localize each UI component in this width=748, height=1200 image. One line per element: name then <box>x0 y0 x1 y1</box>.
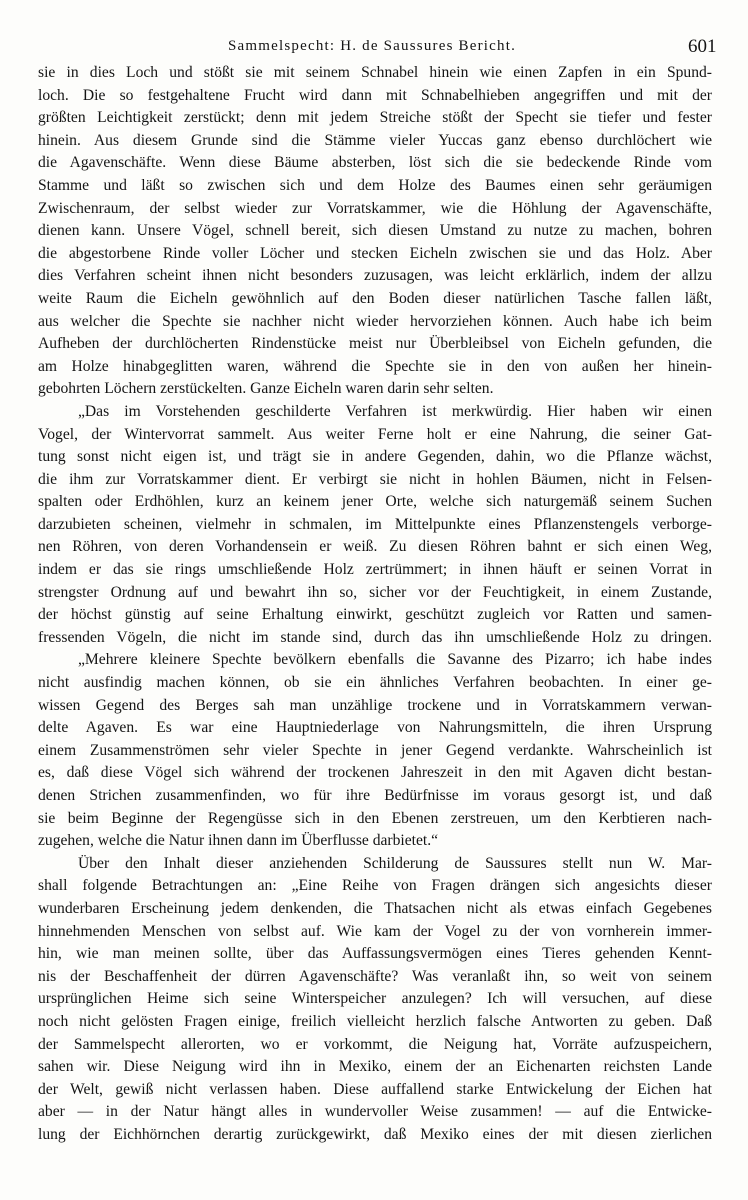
text-line: wunderbaren Erscheinung jedem denkenden, die Thatsachen nicht als etwas einfach Gegebenes <box>38 899 712 917</box>
text-line: sie beim Beginne der Regengüsse sich in den Ebenen zerstreuen, um den Kerbtieren nach- <box>38 809 712 827</box>
text-line: die Agavenschäfte. Wenn diese Bäume absterben, löst sich die sie bedeckende Rinde vom <box>38 154 712 172</box>
text-line: hinein. Aus diesem Grunde sind die Stämme vieler Yuccas ganz ebenso durchlöchert wie <box>38 131 712 149</box>
text-line: zugehen, welche die Natur ihnen dann im Überflusse darbietet.“ <box>38 832 439 850</box>
text-line: die ihm zur Vorratskammer dient. Er verbirgt sie nicht in hohlen Bäumen, nicht in Felsen- <box>38 470 712 488</box>
text-line: hinnehmenden Menschen von selbst auf. Wie kam der Vogel zu der von vornherein immer- <box>38 922 712 940</box>
text-line: ursprünglichen Heime sich seine Winterspeicher anzulegen? Ich will versuchen, auf diese <box>38 990 712 1008</box>
text-line: fressenden Vögeln, die nicht im stande sind, durch das ihn umschließende Holz zu dringen. <box>38 628 712 646</box>
text-line: die abgestorbene Rinde voller Löcher und stecken Eicheln zwischen sie und das Holz. Aber <box>38 244 712 262</box>
text-line: Über den Inhalt dieser anziehenden Schilderung de Saussures stellt nun W. Mar- <box>78 854 712 872</box>
text-line: denen Strichen zusammenfinden, wo für ihre Bedürfnisse im voraus gesorgt ist, und daß <box>38 787 712 804</box>
text-line: sahen wir. Diese Neigung wird ihn in Mexiko, einem der an Eichenarten reichsten Lande <box>38 1058 712 1076</box>
text-line: darzubieten scheinen, vielmehr in schmalen, im Mittelpunkte eines Pflanzenstengels verborge- <box>38 515 712 533</box>
text-line: es, daß diese Vögel sich während der trockenen Jahreszeit in den mit Agaven dicht bestan- <box>38 764 712 782</box>
text-line: weite Raum die Eicheln gewöhnlich auf den Boden dieser natürlichen Tasche fallen läßt, <box>38 289 712 307</box>
text-line: noch nicht gelösten Fragen einige, freilich vielleicht herzlich falsche Antworten zu geben. Daß <box>38 1012 712 1030</box>
body-text <box>38 62 712 1147</box>
text-line: größten Leichtigkeit zerstückt; denn mit jedem Streiche stößt der Specht sie tiefer und fester <box>38 109 712 127</box>
text-line: Aufheben der durchlöcherten Rindenstücke meist nur Überbleibsel von Eicheln gefunden, die <box>38 335 712 353</box>
text-line: dienen kann. Unsere Vögel, schnell bereit, sich diesen Umstand zu nutze zu machen, bohren <box>38 222 712 240</box>
text-line: hin, wie man meinen sollte, über das Auffassungsvermögen eines Tieres gehenden Kennt- <box>38 945 712 963</box>
text-line: der Sammelspecht allerorten, wo er vorkommt, die Neigung hat, Vorräte aufzuspeichern, <box>38 1035 712 1053</box>
text-line: nicht ausfindig machen können, ob sie ein ähnliches Verfahren beobachten. In einer ge- <box>38 674 712 692</box>
text-line: aus welcher die Spechte sie nachher nicht wieder hervorziehen können. Auch habe ich beim <box>38 312 712 330</box>
text-line: einem Zusammenströmen sehr vieler Spechte in jener Gegend verdankte. Wahrscheinlich ist <box>38 741 712 759</box>
text-line: delte Agaven. Es war eine Hauptniederlage von Nahrungsmitteln, die ihren Ursprung <box>38 719 712 737</box>
text-line: lung der Eichhörnchen derartig zurückgewirkt, daß Mexiko eines der mit diesen zierlichen <box>38 1125 712 1143</box>
text-line: gebohrten Löchern zerstückelten. Ganze Eicheln waren darin sehr selten. <box>38 380 494 398</box>
text-line: loch. Die so festgehaltene Frucht wird dann mit Schnabelhieben angegriffen und mit der <box>38 86 712 104</box>
page-number: 601 <box>688 36 717 57</box>
page-header <box>0 36 748 60</box>
text-line: Stamme und läßt so zwischen sich und dem Holze des Baumes einen sehr geräumigen <box>38 176 712 194</box>
text-line: shall folgende Betrachtungen an: „Eine Reihe von Fragen drängen sich angesichts dieser <box>38 877 712 895</box>
text-line: spalten oder Erdhöhlen, kurz an keinem jener Orte, welche sich naturgemäß seinem Suchen <box>38 493 712 511</box>
text-line: strengster Ordnung auf und bewahrt ihn so, sicher vor der Feuchtigkeit, in einem Zustande, <box>38 583 712 601</box>
text-line: am Holze hinabgeglitten waren, während die Spechte sie in den von außen her hinein- <box>38 357 712 375</box>
text-line: „Das im Vorstehenden geschilderte Verfahren ist merkwürdig. Hier haben wir einen <box>78 402 712 420</box>
text-line: dies Verfahren scheint ihnen nicht besonders zuzusagen, was leicht erklärlich, indem der allzu <box>38 267 712 285</box>
text-line: der Welt, gewiß nicht verlassen haben. Diese auffallend starke Entwickelung der Eichen hat <box>38 1080 712 1098</box>
text-line: tung sonst nicht eigen ist, und trägt sie in andere Gegenden, dahin, wo die Pflanze wächst, <box>38 448 712 466</box>
text-line: indem er das sie rings umschließende Holz zertrümmert; in ihnen häuft er seinen Vorrat in <box>38 561 712 579</box>
running-title: Sammelspecht: H. de Saussures Bericht. <box>228 38 517 54</box>
text-line: Zwischenraum, der selbst wieder zur Vorratskammer, wie die Höhlung der Agavenschäfte, <box>38 199 712 217</box>
text-line: der höchst günstig auf seine Erhaltung einwirkt, geschützt zugleich vor Ratten und samen- <box>38 606 712 624</box>
text-line: „Mehrere kleinere Spechte bevölkern ebenfalls die Savanne des Pizarro; ich habe indes <box>78 651 712 669</box>
text-line: nis der Beschaffenheit der dürren Agavenschäfte? Was veranlaßt ihn, so weit von seinem <box>38 967 712 985</box>
text-line: nen Röhren, von deren Vorhandensein er weiß. Zu diesen Röhren bahnt er sich einen Weg, <box>38 538 712 556</box>
text-line: wissen Gegend des Berges sah man unzählige trockene und in Vorratskammern verwan- <box>38 696 712 714</box>
text-line: sie in dies Loch und stößt sie mit seinem Schnabel hinein wie einen Zapfen in ein Spund- <box>38 64 712 81</box>
text-line: aber — in der Natur hängt alles in wundervoller Weise zusammen! — auf die Entwicke- <box>38 1103 712 1121</box>
text-line: Vogel, der Wintervorrat sammelt. Aus weiter Ferne holt er eine Nahrung, die seiner Gat- <box>38 425 712 443</box>
